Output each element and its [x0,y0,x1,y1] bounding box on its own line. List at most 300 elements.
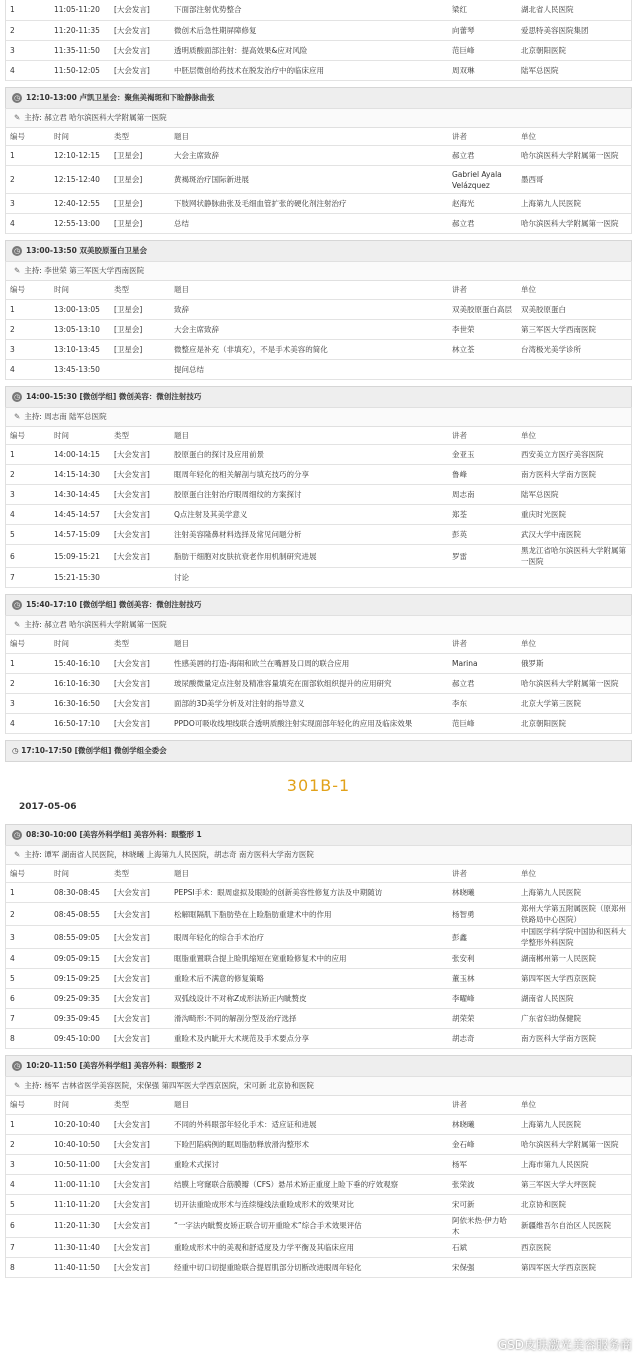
table-cell: 总结 [170,214,448,234]
table-cell: 李世荣 [448,319,517,339]
table-cell: 2 [6,673,50,693]
column-header: 时间 [50,635,110,653]
table-cell: 6 [6,545,50,568]
table-cell: 6 [6,1214,50,1237]
session-title [5,594,632,615]
table-row [6,989,631,1009]
table-header-row [6,635,631,653]
table-cell: 15:21-15:30 [50,568,110,588]
table-row [6,1194,631,1214]
column-header: 编号 [6,865,50,883]
column-header: 类型 [110,635,170,653]
table-cell: 林立荃 [448,339,517,359]
host-text: 主持: 周志南 陆军总医院 [24,411,107,421]
table-cell: 脂肪干细胞对皮肤抗衰老作用机制研究进展 [170,545,448,568]
session-title [5,240,632,261]
table-cell [448,568,517,588]
table-cell: 2 [6,465,50,485]
table-cell: PPDO可吸收线埋线联合透明质酸注射实现面部年轻化的应用及临床效果 [170,713,448,733]
table-row [6,969,631,989]
column-header: 时间 [50,427,110,445]
table-cell: 北京朝阳医院 [517,713,631,733]
column-header: 题目 [170,427,448,445]
table-cell: 14:45-14:57 [50,505,110,525]
table-cell: 西京医院 [517,1237,631,1257]
host-text: 主持: 谭军 湖南省人民医院，林晓曦 上海第九人民医院，胡志奇 南方医科大学南方医院 [24,849,314,859]
table-cell: 14:15-14:30 [50,465,110,485]
table-cell: 16:50-17:10 [50,713,110,733]
table-cell: 双美胶原蛋白高层 [448,299,517,319]
plenary-text: 17:10-17:50 [微创学组] 微创学组全委会 [21,745,167,755]
table-cell: 提问总结 [170,359,448,379]
schedule-table [6,128,631,235]
column-header: 题目 [170,865,448,883]
table-cell: [大会发言] [110,673,170,693]
table-cell: [大会发言] [110,1237,170,1257]
table-cell: [卫星会] [110,214,170,234]
table-cell: [大会发言] [110,903,170,926]
pen-icon: ✎ [14,411,21,421]
table-cell: 胶原蛋白的探讨及应用前景 [170,445,448,465]
pen-icon: ✎ [14,1081,21,1090]
table-row [6,1154,631,1174]
session-block [5,427,632,589]
table-header-row [6,128,631,146]
table-cell: 周双琳 [448,60,517,80]
table-header-row [6,281,631,299]
table-cell: 黑龙江省哈尔滨医科大学附属第一医院 [517,545,631,568]
table-cell: 11:50-12:05 [50,60,110,80]
table-cell: [大会发言] [110,60,170,80]
table-row [6,883,631,903]
column-header: 单位 [517,128,631,146]
table-cell: [大会发言] [110,969,170,989]
table-cell: 郑荃 [448,505,517,525]
table-cell: 1 [6,299,50,319]
table-cell: [大会发言] [110,1194,170,1214]
table-cell [110,359,170,379]
table-cell: 结膜上穹窿联合筋膜瓣（CFS）悬吊术矫正重度上睑下垂的疗效观察 [170,1174,448,1194]
host-text: 主持: 郝立君 哈尔滨医科大学附属第一医院 [24,620,167,629]
column-header: 时间 [50,865,110,883]
clock-icon: ◷ [13,1062,21,1070]
table-cell: [卫星会] [110,146,170,166]
table-cell: 黄褐斑治疗国际新进展 [170,166,448,194]
table-row [6,1174,631,1194]
table-cell: [卫星会] [110,339,170,359]
schedule-table [6,281,631,380]
column-header: 单位 [517,1096,631,1114]
column-header: 类型 [110,281,170,299]
table-cell: 重庆时光医院 [517,505,631,525]
table-cell: 上海第九人民医院 [517,883,631,903]
table-cell: [大会发言] [110,713,170,733]
table-cell: 第三军医大学大坪医院 [517,1174,631,1194]
table-cell: [大会发言] [110,525,170,545]
table-cell: [大会发言] [110,1174,170,1194]
table-cell: 金亚玉 [448,445,517,465]
column-header: 单位 [517,281,631,299]
session-title-text: 15:40-17:10 [微创学组] 微创美容：微创注射技巧 [26,600,202,609]
table-cell: 7 [6,568,50,588]
table-cell: 16:30-16:50 [50,693,110,713]
column-header: 题目 [170,1096,448,1114]
table-cell: 注射美容隆鼻材料选择及常见问题分析 [170,525,448,545]
table-cell: 10:50-11:00 [50,1154,110,1174]
table-cell: 第四军医大学西京医院 [517,1257,631,1277]
table-row [6,445,631,465]
table-cell: 1 [6,883,50,903]
table-cell: 陆军总医院 [517,60,631,80]
column-header: 编号 [6,128,50,146]
table-cell: 2 [6,1134,50,1154]
table-cell: 中胚层微创给药技术在脱发治疗中的临床应用 [170,60,448,80]
column-header: 单位 [517,865,631,883]
plenary-session [5,740,632,762]
table-cell: 4 [6,359,50,379]
table-cell: 1 [6,0,50,20]
table-row [6,146,631,166]
table-row [6,545,631,568]
pen-icon: ✎ [14,620,21,629]
session-title [5,1055,632,1076]
table-row [6,949,631,969]
table-cell: 12:55-13:00 [50,214,110,234]
room-number: 301B-1 [286,775,351,795]
column-header: 讲者 [448,128,517,146]
column-header: 类型 [110,865,170,883]
table-cell: 15:09-15:21 [50,545,110,568]
table-cell: 林晓曦 [448,1114,517,1134]
table-cell [517,568,631,588]
table-cell: 重睑术后不满意的修复策略 [170,969,448,989]
table-cell: 北京大学第三医院 [517,693,631,713]
table-cell: 宋保强 [448,1257,517,1277]
table-row [6,20,631,40]
table-row [6,1029,631,1049]
table-cell: 阿依米热·伊力哈木 [448,1214,517,1237]
table-cell: 3 [6,40,50,60]
table-cell: 11:20-11:30 [50,1214,110,1237]
table-cell: 胡荣荣 [448,1009,517,1029]
table-cell: 2 [6,319,50,339]
table-cell: Gabriel Ayala Velázquez [448,166,517,194]
schedule-table [6,0,631,81]
table-cell: 上海第九人民医院 [517,1114,631,1134]
table-cell: 14:57-15:09 [50,525,110,545]
table-cell: 林晓曦 [448,883,517,903]
column-header: 单位 [517,635,631,653]
table-cell: 张安利 [448,949,517,969]
table-cell: 滑沟畸形:不同的解剖分型及治疗选择 [170,1009,448,1029]
table-cell: 透明质酸面部注射：提高效果&应对风险 [170,40,448,60]
table-cell: [卫星会] [110,166,170,194]
table-cell: 11:05-11:20 [50,0,110,20]
table-cell: 胶原蛋白注射治疗眼周细纹的方案探讨 [170,485,448,505]
table-cell: 致辞 [170,299,448,319]
table-cell: 西安美立方医疗美容医院 [517,445,631,465]
table-cell: 重睑成形术中的美观和舒适度及力学平衡及其临床应用 [170,1237,448,1257]
session-host [5,615,632,635]
table-cell: [大会发言] [110,20,170,40]
table-cell: 李东 [448,693,517,713]
table-cell: 08:30-08:45 [50,883,110,903]
table-cell: 11:00-11:10 [50,1174,110,1194]
table-cell: 郝立君 [448,146,517,166]
table-cell: 下肢网状静脉曲张及毛细血管扩张的硬化剂注射治疗 [170,194,448,214]
column-header: 单位 [517,427,631,445]
table-cell: 北京协和医院 [517,1194,631,1214]
session-title-text: 08:30-10:00 [美容外科学组] 美容外科：眼整形 1 [26,829,202,839]
table-cell: 中国医学科学院中国协和医科大学整形外科医院 [517,926,631,949]
session-block [5,865,632,1050]
column-header: 编号 [6,281,50,299]
table-cell [517,359,631,379]
clock-icon: ◷ [13,93,21,102]
table-row [6,1134,631,1154]
table-cell: 哈尔滨医科大学附属第一医院 [517,146,631,166]
table-cell: 范巨峰 [448,40,517,60]
table-cell: 第四军医大学西京医院 [517,969,631,989]
session-title [5,87,632,108]
table-cell: 10:20-10:40 [50,1114,110,1134]
table-cell: 董玉林 [448,969,517,989]
table-cell [448,359,517,379]
table-row [6,1237,631,1257]
table-row [6,299,631,319]
column-header: 编号 [6,635,50,653]
table-cell: 13:05-13:10 [50,319,110,339]
table-cell: 陆军总医院 [517,485,631,505]
host-text: 主持: 李世荣 第三军医大学西南医院 [24,266,145,275]
table-cell: 12:40-12:55 [50,194,110,214]
table-cell: 胡志奇 [448,1029,517,1049]
table-cell: [大会发言] [110,0,170,20]
session-host [5,845,632,865]
table-cell: 3 [6,693,50,713]
table-row [6,1009,631,1029]
table-cell: 3 [6,485,50,505]
column-header: 题目 [170,281,448,299]
table-cell: 11:10-11:20 [50,1194,110,1214]
table-row [6,1214,631,1237]
table-row [6,926,631,949]
session-title [5,824,632,845]
table-cell: 09:45-10:00 [50,1029,110,1049]
session-title [5,386,632,407]
table-row [6,1257,631,1277]
table-cell: Q点注射及其美学意义 [170,505,448,525]
session-block [5,128,632,235]
table-cell: 4 [6,949,50,969]
table-cell: 爱思特美容医院集团 [517,20,631,40]
session-block [5,635,632,734]
table-cell: [卫星会] [110,194,170,214]
table-cell: 4 [6,1174,50,1194]
top-session-block [5,0,632,81]
table-cell: 12:15-12:40 [50,166,110,194]
table-header-row [6,1096,631,1114]
schedule-table [6,865,631,1050]
table-row [6,194,631,214]
table-row [6,485,631,505]
table-cell: 石斌 [448,1237,517,1257]
table-cell: 台湾极光美学诊所 [517,339,631,359]
agenda-page [5,0,632,1278]
table-cell [110,568,170,588]
table-cell: 郝立君 [448,673,517,693]
table-cell: 2 [6,903,50,926]
table-cell: 09:05-09:15 [50,949,110,969]
table-cell: 眶脂重置联合提上睑肌缩短在宽重睑修复术中的应用 [170,949,448,969]
table-cell: [大会发言] [110,693,170,713]
table-cell: [大会发言] [110,1029,170,1049]
session-title-text: 10:20-11:50 [美容外科学组] 美容外科：眼整形 2 [26,1061,202,1070]
table-row [6,653,631,673]
table-cell: 重睑术式探讨 [170,1154,448,1174]
table-cell: 16:10-16:30 [50,673,110,693]
table-cell: 周志南 [448,485,517,505]
table-cell: 鲁峰 [448,465,517,485]
table-cell: [大会发言] [110,926,170,949]
session-title-text: 12:10-13:00 卢凯卫星会：聚焦美褐斑和下睑静脉曲张 [26,92,215,102]
table-cell: 墨西哥 [517,166,631,194]
table-cell: 09:25-09:35 [50,989,110,1009]
table-cell: 哈尔滨医科大学附属第一医院 [517,673,631,693]
table-cell: [大会发言] [110,445,170,465]
table-cell: 微创术后急性期屏障修复 [170,20,448,40]
table-cell: 第三军医大学西南医院 [517,319,631,339]
table-cell: 金石峰 [448,1134,517,1154]
table-cell: 眶周年轻化的相关解剖与填充技巧的分享 [170,465,448,485]
table-cell: 12:10-12:15 [50,146,110,166]
session-host [5,261,632,281]
table-cell: [大会发言] [110,545,170,568]
column-header: 编号 [6,427,50,445]
date-heading: 2017-05-06 [19,801,77,812]
table-cell: 4 [6,60,50,80]
table-cell: 08:55-09:05 [50,926,110,949]
table-cell: 大会主席致辞 [170,146,448,166]
table-header-row [6,427,631,445]
table-cell: 杨军 [448,1154,517,1174]
table-cell: 不同的外科眼部年轻化手术：适应证和进展 [170,1114,448,1134]
table-cell: 3 [6,1154,50,1174]
table-cell: 湖北省人民医院 [517,0,631,20]
table-cell: [大会发言] [110,1009,170,1029]
watermark: GSD皮肤激光美容服务商 [497,1338,632,1352]
schedule-table [6,635,631,734]
table-row [6,505,631,525]
table-row [6,319,631,339]
clock-icon: ◷ [13,601,21,609]
table-cell: 杨智勇 [448,903,517,926]
table-cell: 11:40-11:50 [50,1257,110,1277]
table-cell: 南方医科大学南方医院 [517,1029,631,1049]
table-cell: 14:00-14:15 [50,445,110,465]
table-cell: 1 [6,445,50,465]
table-cell: 09:15-09:25 [50,969,110,989]
table-cell: 宋可新 [448,1194,517,1214]
column-header: 类型 [110,1096,170,1114]
table-cell: 6 [6,989,50,1009]
table-row [6,60,631,80]
table-cell: 范巨峰 [448,713,517,733]
column-header: 类型 [110,128,170,146]
table-cell: 梁红 [448,0,517,20]
table-cell: “一字法内眦赘皮矫正联合切开重睑术”综合手术效果评估 [170,1214,448,1237]
session-title-text: 13:00-13:50 双美胶原蛋白卫星会 [26,246,147,255]
table-row [6,339,631,359]
session-host [5,1076,632,1096]
table-cell: 上海市第九人民医院 [517,1154,631,1174]
table-cell: 彭英 [448,525,517,545]
table-row [6,693,631,713]
table-cell: 湖南省人民医院 [517,989,631,1009]
host-text: 主持: 杨军 吉林省医学美容医院，宋保强 第四军医大学西京医院，宋可新 北京协和医院 [24,1081,314,1090]
table-cell: 俄罗斯 [517,653,631,673]
table-cell: [大会发言] [110,1154,170,1174]
table-cell: 11:20-11:35 [50,20,110,40]
table-cell: 8 [6,1029,50,1049]
table-cell: 11:35-11:50 [50,40,110,60]
table-cell: 4 [6,713,50,733]
table-cell: 10:40-10:50 [50,1134,110,1154]
schedule-table [6,427,631,589]
table-cell: 1 [6,653,50,673]
table-cell: [大会发言] [110,465,170,485]
table-cell: 经重中切口切提重睑联合提眉肌部分切断改进眼周年轻化 [170,1257,448,1277]
table-cell: 面部的3D美学分析及对注射的指导意义 [170,693,448,713]
table-cell: 7 [6,1237,50,1257]
table-row [6,713,631,733]
pen-icon: ✎ [14,849,21,859]
table-cell: 彭鑫 [448,926,517,949]
table-cell: 张荣波 [448,1174,517,1194]
table-cell: 1 [6,1114,50,1134]
table-cell: [大会发言] [110,40,170,60]
pen-icon: ✎ [14,112,21,122]
table-cell: [大会发言] [110,1114,170,1134]
clock-icon: ◷ [13,247,21,255]
table-cell: 1 [6,146,50,166]
column-header: 编号 [6,1096,50,1114]
table-cell: [大会发言] [110,883,170,903]
table-row [6,214,631,234]
column-header: 时间 [50,281,110,299]
table-cell: 大会主席致辞 [170,319,448,339]
column-header: 讲者 [448,281,517,299]
table-cell: [大会发言] [110,505,170,525]
table-cell: 5 [6,525,50,545]
column-header: 讲者 [448,635,517,653]
table-cell: 上海第九人民医院 [517,194,631,214]
column-header: 讲者 [448,427,517,445]
table-cell: 3 [6,194,50,214]
table-cell: [大会发言] [110,1134,170,1154]
table-cell: 15:40-16:10 [50,653,110,673]
table-cell: 广东省妇幼保健院 [517,1009,631,1029]
schedule-table [6,1096,631,1278]
clock-icon: ◷ [12,745,22,755]
column-header: 类型 [110,427,170,445]
table-cell: 3 [6,926,50,949]
table-cell: [大会发言] [110,949,170,969]
column-header: 时间 [50,1096,110,1114]
table-cell: 切开法重睑成形术与连续缝线法重睑成形术的效果对比 [170,1194,448,1214]
table-cell: 08:45-08:55 [50,903,110,926]
table-cell: [大会发言] [110,989,170,1009]
